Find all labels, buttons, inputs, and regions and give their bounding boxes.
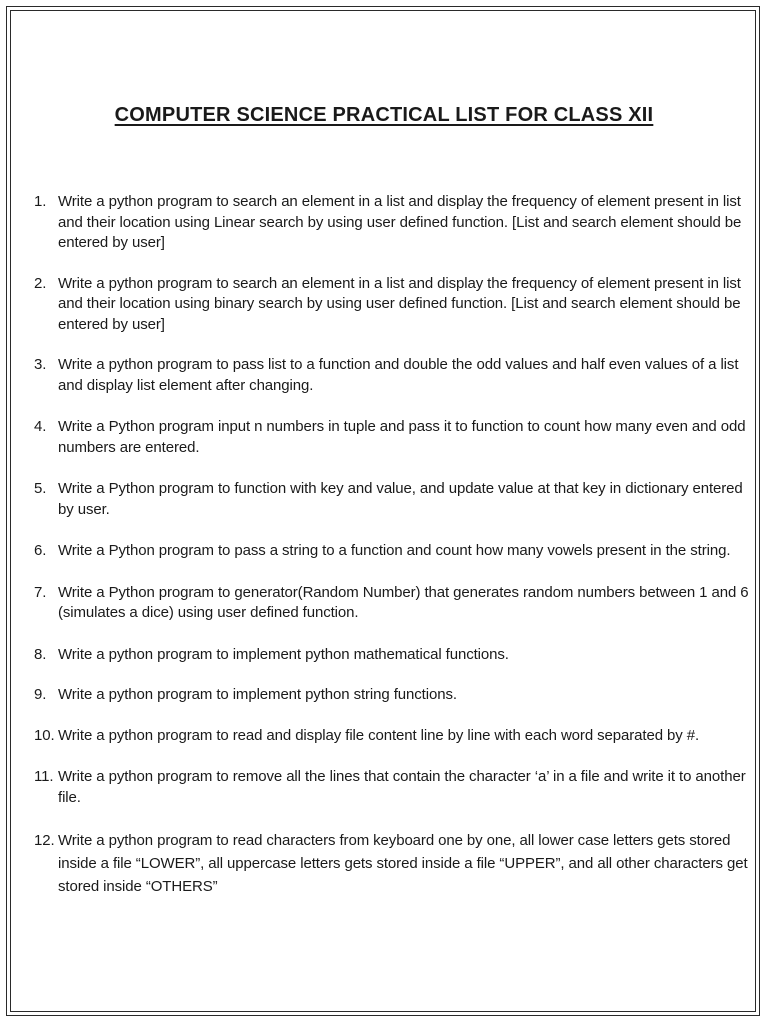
list-item-4 [34,417,756,458]
item-text: Write a Python program to generator(Random Number) that generates random numbers between 1 and 6 (simulates a dice) using user defined function. [58,583,749,621]
item-text: Write a python program to search an element in a list and display the frequency of element present in list and their location using Linear search by using user defined function. [List and search element should be entered by user] [58,193,742,251]
list-item-5 [34,479,756,520]
item-number: 10. [34,726,55,744]
item-number: 6. [34,542,47,559]
item-number: 11. [34,768,54,785]
list-item-11 [34,767,756,808]
item-number: 1. [34,193,47,210]
list-item-7 [34,583,756,624]
list-item-9 [34,685,756,706]
item-text: Write a python program to read and display file content line by line with each word separated by #. [58,726,700,744]
page-title-text: COMPUTER SCIENCE PRACTICAL LIST FOR CLASS XII [114,104,654,126]
item-number: 2. [34,274,47,292]
item-text: Write a python program to pass list to a function and double the odd values and half even values of a list and display list element after changing. [58,356,739,394]
page-title [0,104,768,127]
item-text: Write a Python program to pass a string to a function and count how many vowels present in the string. [58,542,731,559]
item-number: 3. [34,356,47,373]
list-item-3 [34,355,756,396]
item-text: Write a python program to implement python mathematical functions. [58,645,509,663]
item-text: Write a Python program to function with key and value, and update value at that key in dictionary entered by user. [58,480,743,518]
practical-list [34,192,756,898]
item-number: 4. [34,418,47,435]
item-text: Write a python program to search an element in a list and display the frequency of element present in list and their location using binary search by using user defined function. [List and search element should be entered by user] [58,274,741,333]
list-item-10 [34,726,756,747]
item-number: 12. [34,832,55,849]
item-text: Write a python program to implement python string functions. [58,686,457,703]
item-number: 7. [34,583,47,601]
item-text: Write a python program to remove all the lines that contain the character ‘a’ in a file and write it to another file. [58,768,746,806]
item-number: 9. [34,686,47,703]
item-text: Write a python program to read characters from keyboard one by one, all lower case letters gets stored inside a file “LOWER”, all uppercase letters gets stored inside a file “UPPER”, and all other characters get stored inside “OTHERS” [58,832,748,895]
list-item-8 [34,645,756,666]
list-item-12 [34,829,756,898]
item-text: Write a Python program input n numbers in tuple and pass it to function to count how many even and odd numbers are entered. [58,418,746,456]
list-item-6 [34,541,756,562]
list-item-2 [34,274,756,336]
item-number: 8. [34,645,47,663]
item-number: 5. [34,480,47,497]
list-item-1 [34,192,756,254]
